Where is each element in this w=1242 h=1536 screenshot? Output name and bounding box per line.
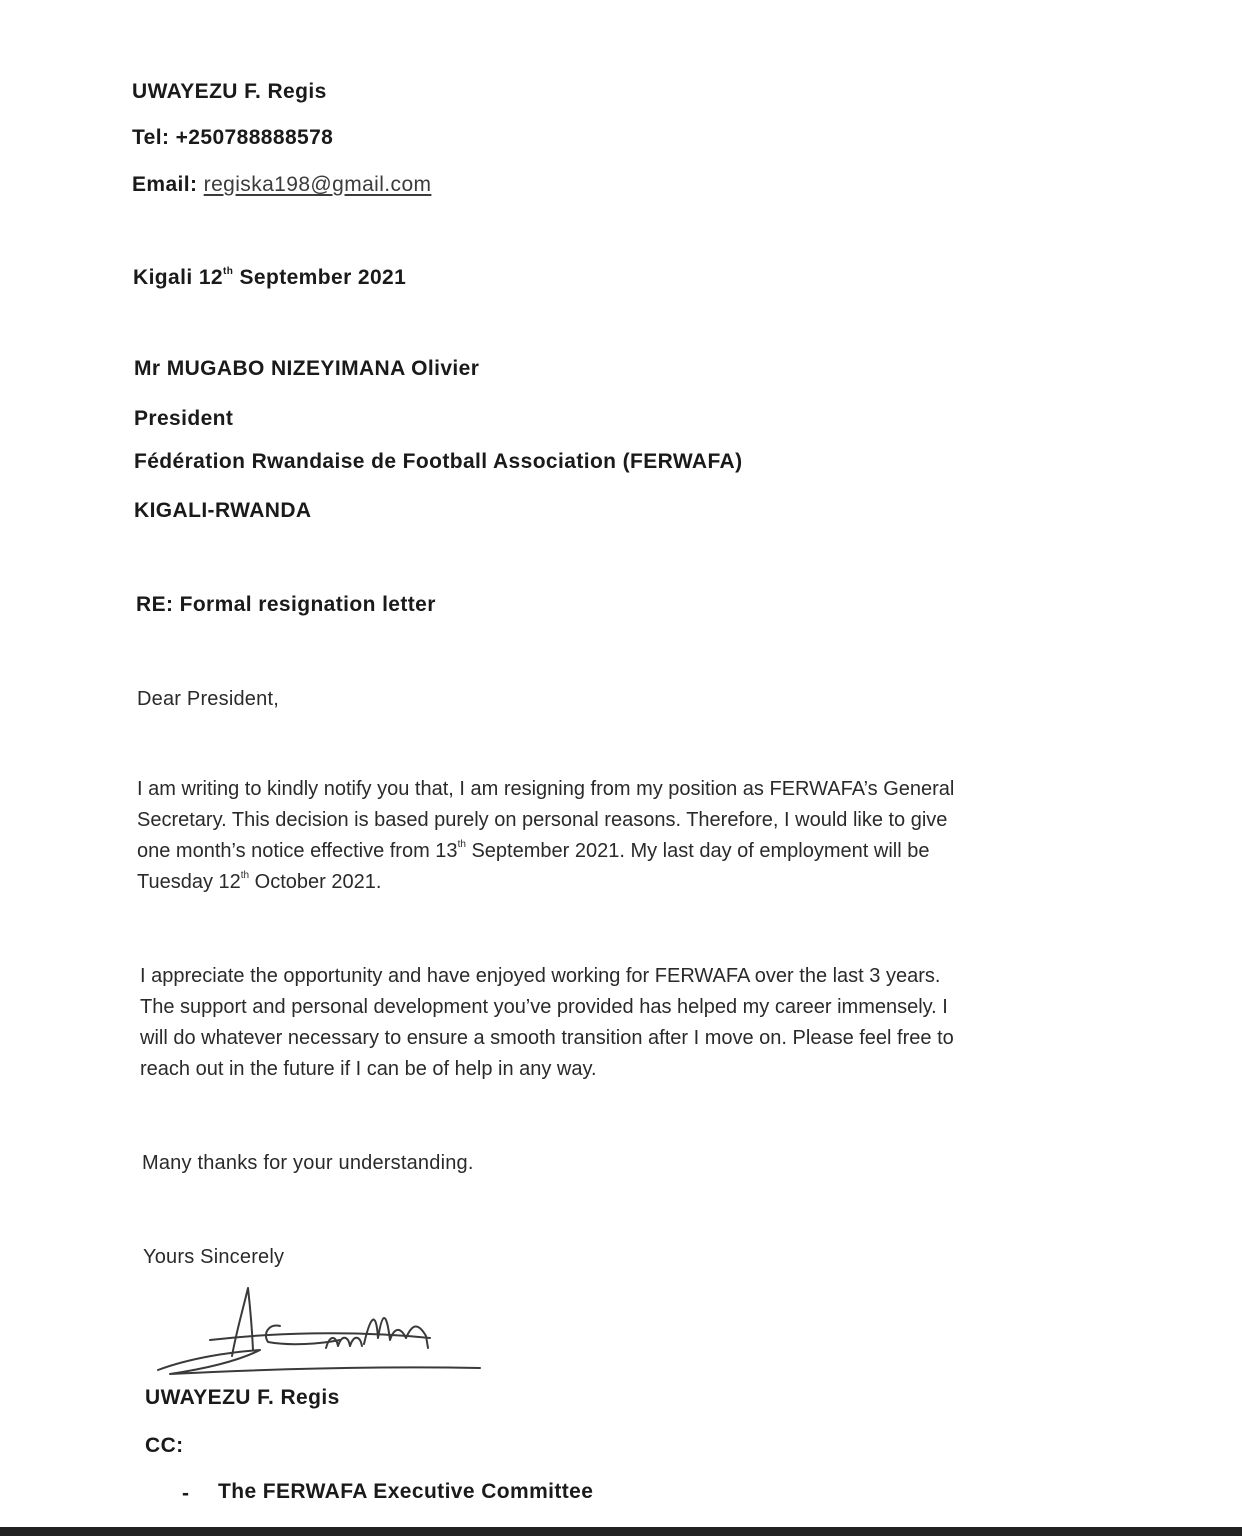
date-suffix: th	[223, 266, 234, 277]
paragraph-2-line: reach out in the future if I can be of help in any way.	[140, 1058, 597, 1080]
paragraph-1	[137, 774, 954, 898]
paragraph-2-line: I appreciate the opportunity and have enjoyed working for FERWAFA over the last 3 years.	[140, 965, 941, 987]
paragraph-2	[140, 961, 954, 1085]
closing-line: Yours Sincerely	[143, 1246, 285, 1268]
paragraph-1-line: I am writing to kindly notify you that, I am resigning from my position as FERWAFA’s General	[137, 778, 955, 800]
signature-name: UWAYEZU F. Regis	[145, 1386, 340, 1409]
recipient-name: Mr MUGABO NIZEYIMANA Olivier	[134, 357, 480, 380]
recipient-title: President	[134, 407, 234, 430]
subject-line: RE: Formal resignation letter	[136, 593, 436, 616]
email-link[interactable]: regiska198@gmail.com	[203, 173, 432, 196]
paragraph-1-line: one month’s notice effective from 13th September 2021. My last day of employment will be	[137, 839, 930, 862]
tel-value: +250788888578	[175, 126, 334, 149]
sender-name: UWAYEZU F. Regis	[132, 80, 327, 103]
paragraph-2-line: The support and personal development you’ve provided has helped my career immensely. I	[140, 996, 948, 1018]
bottom-border	[0, 1527, 1242, 1536]
sender-email	[132, 173, 431, 197]
tel-label: Tel:	[132, 126, 170, 149]
cc-item: The FERWAFA Executive Committee	[218, 1480, 594, 1503]
date-place: Kigali	[133, 266, 193, 289]
paragraph-1-line: Tuesday 12th October 2021.	[137, 870, 382, 893]
recipient-city: KIGALI-RWANDA	[134, 499, 312, 522]
recipient-organization: Fédération Rwandaise de Football Association (FERWAFA)	[134, 450, 743, 473]
handwritten-signature	[150, 1278, 490, 1383]
thanks-line: Many thanks for your understanding.	[142, 1152, 474, 1174]
sender-tel	[132, 126, 333, 150]
paragraph-2-line: will do whatever necessary to ensure a smooth transition after I move on. Please feel free to	[140, 1027, 954, 1049]
paragraph-1-line: Secretary. This decision is based purely on personal reasons. Therefore, I would like to give	[137, 809, 948, 831]
date-day: 12	[198, 266, 223, 289]
salutation: Dear President,	[137, 688, 279, 710]
cc-bullet: -	[182, 1482, 190, 1505]
date-month-year: September 2021	[239, 266, 407, 289]
email-label: Email:	[132, 173, 198, 196]
cc-label: CC:	[145, 1434, 184, 1457]
letter-date	[133, 266, 406, 290]
